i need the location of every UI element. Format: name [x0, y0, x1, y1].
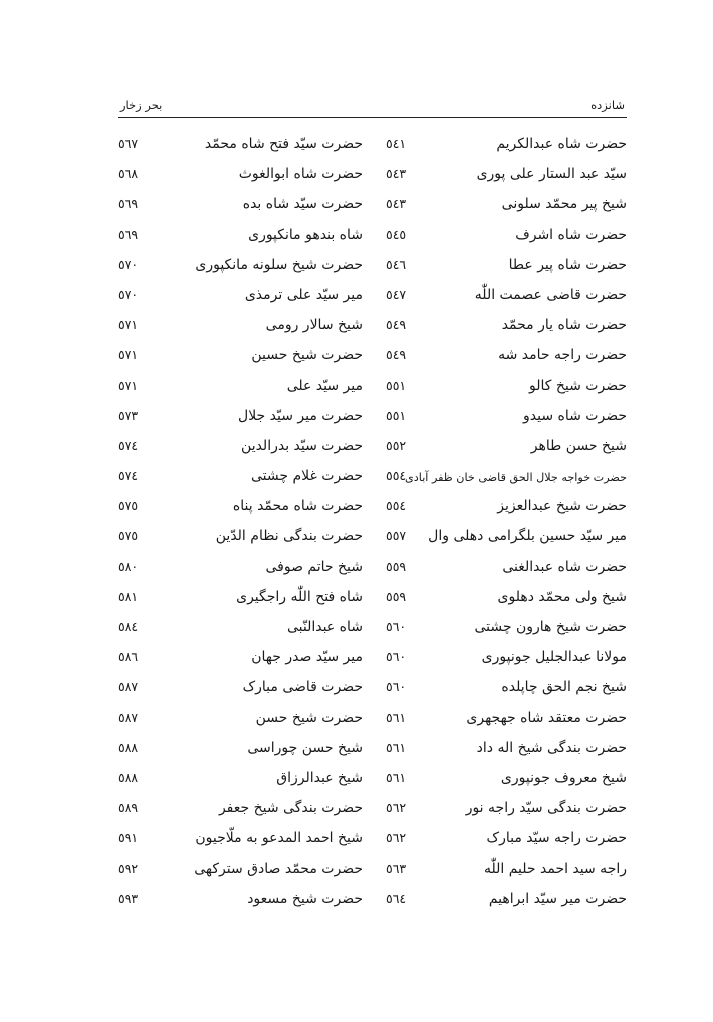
entry-name-left-column: میر سیّد صدر جهان — [251, 649, 363, 666]
entry-name-left-column: حضرت سیّد شاه بده — [242, 196, 363, 213]
entry-page-left-column: ٥٧٠ — [118, 256, 139, 272]
entry-page-left-column: ٥٩٣ — [118, 890, 139, 906]
entry-page-left-column: ٥٨٠ — [118, 558, 139, 574]
entry-page-left-column: ٥٨٧ — [118, 679, 139, 695]
toc-row — [118, 493, 627, 523]
entry-page-left-column: ٥٨٩ — [118, 800, 139, 816]
entry-name-left-column: حضرت غلام چشتی — [251, 468, 363, 485]
toc-row — [118, 795, 627, 825]
entry-page-right-column: ٥٤٩ — [386, 317, 407, 333]
entry-page-right-column: ٥٥٩ — [386, 558, 407, 574]
entry-name-left-column: حضرت شیخ حسن — [255, 709, 363, 726]
entry-page-right-column: ٥٥١ — [386, 377, 407, 393]
entry-page-left-column: ٥٦٧ — [118, 136, 139, 151]
entry-name-left-column: حضرت شیخ حسین — [251, 347, 363, 364]
entry-page-right-column: ٥٥٤ — [386, 468, 407, 484]
entry-page-left-column: ٥٦٨ — [118, 166, 139, 182]
entry-page-right-column: ٥٤٣ — [386, 166, 407, 182]
toc-row — [118, 735, 627, 765]
entry-name-left-column: حضرت شیخ سلونه مانکپوری — [195, 256, 363, 273]
toc-row — [118, 584, 627, 614]
entry-name-right-column: شیخ پیر محمّد سلونی — [501, 196, 627, 213]
entry-page-right-column: ٥٥٢ — [386, 437, 407, 453]
toc-row — [118, 644, 627, 674]
entry-page-left-column: ٥٨١ — [118, 588, 139, 604]
entry-page-left-column: ٥٩٢ — [118, 860, 139, 876]
entry-page-left-column: ٥٦٩ — [118, 196, 139, 212]
entry-name-right-column: راجه سید احمد حلیم اللّٰه — [483, 860, 627, 877]
entry-name-left-column: شیخ احمد المدعو به ملّاجیون — [195, 830, 363, 847]
toc-row — [118, 252, 627, 282]
entry-page-right-column: ٥٦٤ — [386, 890, 407, 906]
toc-row — [118, 856, 627, 886]
entry-name-right-column: شیخ ولی محمّد دهلوی — [497, 588, 627, 605]
toc-row — [118, 222, 627, 252]
toc-row — [118, 131, 627, 161]
toc-row — [118, 463, 627, 493]
entry-page-right-column: ٥٤٣ — [386, 196, 407, 212]
entry-name-right-column: حضرت بندگی سیّد راجه نور — [465, 800, 627, 817]
entry-page-right-column: ٥٦١ — [386, 739, 407, 755]
toc-row — [118, 403, 627, 433]
entry-page-right-column: ٥٦٣ — [386, 860, 407, 876]
entry-page-right-column: ٥٦٠ — [386, 619, 407, 634]
entry-name-right-column: شیخ نجم الحق چاپلده — [501, 679, 627, 696]
entry-page-left-column: ٥٧١ — [118, 317, 139, 333]
entry-page-right-column: ٥٥٧ — [386, 528, 407, 544]
entry-page-right-column: ٥٦٢ — [386, 830, 407, 846]
entry-name-left-column: شاه بندهو مانکپوری — [248, 226, 363, 243]
entry-page-left-column: ٥٧٣ — [118, 407, 139, 423]
entry-page-left-column: ٥٨٤ — [118, 619, 139, 634]
toc-row — [118, 373, 627, 403]
entry-page-left-column: ٥٧٤ — [118, 468, 139, 484]
entry-page-right-column: ٥٤٥ — [386, 226, 407, 242]
entry-page-left-column: ٥٦٩ — [118, 226, 139, 242]
entry-page-right-column: ٥٦١ — [386, 709, 407, 725]
entry-page-left-column: ٥٨٦ — [118, 649, 139, 665]
entry-name-left-column: شیخ سالار رومی — [265, 317, 363, 334]
toc-row — [118, 614, 627, 644]
entry-name-left-column: شاه فتح اللّٰه راجگیری — [236, 588, 363, 605]
entry-page-right-column: ٥٥٩ — [386, 588, 407, 604]
toc-row — [118, 554, 627, 584]
entry-name-left-column: حضرت سیّد فتح شاه محمّد — [204, 136, 363, 152]
entry-name-right-column: مولانا عبدالجلیل جونپوری — [481, 649, 627, 666]
toc-row — [118, 191, 627, 221]
entry-name-right-column: حضرت شیخ کالو — [528, 377, 627, 394]
toc-row — [118, 282, 627, 312]
entry-page-left-column: ٥٧٥ — [118, 528, 139, 544]
entry-name-right-column: حضرت شاه اشرف — [515, 226, 627, 243]
running-header — [118, 97, 627, 118]
entry-name-right-column: حضرت راجه سیّد مبارک — [486, 830, 627, 847]
toc-row — [118, 433, 627, 463]
toc-row — [118, 312, 627, 342]
page-number-heading: شانزده — [591, 98, 625, 112]
entry-page-left-column: ٥٧٥ — [118, 498, 139, 514]
entry-name-left-column: شیخ حاتم صوفی — [265, 558, 363, 575]
entry-name-right-column: سیّد عبد الستار علی پوری — [476, 166, 627, 183]
entry-name-right-column: حضرت شاه سیدو — [523, 407, 627, 424]
entry-page-left-column: ٥٨٨ — [118, 769, 139, 785]
entry-page-right-column: ٥٤٧ — [386, 286, 407, 302]
entry-name-right-column: شیخ حسن طاهر — [530, 437, 627, 454]
table-of-contents — [118, 131, 627, 916]
entry-name-left-column: حضرت محمّد صادق سترکهی — [194, 860, 363, 877]
toc-row — [118, 886, 627, 916]
entry-page-left-column: ٥٧١ — [118, 377, 139, 393]
entry-name-left-column: حضرت بندگی شیخ جعفر — [218, 800, 363, 817]
entry-page-right-column: ٥٥١ — [386, 407, 407, 423]
entry-page-right-column: ٥٦٠ — [386, 679, 407, 695]
entry-page-left-column: ٥٧٠ — [118, 286, 139, 302]
entry-page-right-column: ٥٦١ — [386, 769, 407, 785]
entry-page-left-column: ٥٩١ — [118, 830, 139, 846]
entry-name-right-column: حضرت شاه عبدالکریم — [496, 136, 627, 152]
entry-name-right-column: حضرت شاه عبدالغنی — [502, 558, 627, 575]
toc-row — [118, 705, 627, 735]
entry-page-right-column: ٥٦٠ — [386, 649, 407, 665]
entry-name-right-column: حضرت میر سیّد ابراهیم — [488, 890, 627, 907]
entry-name-left-column: شاه عبدالنّبی — [287, 619, 363, 635]
toc-row — [118, 342, 627, 372]
book-title: بحر زخار — [120, 98, 163, 112]
entry-page-left-column: ٥٨٧ — [118, 709, 139, 725]
entry-page-right-column: ٥٦٢ — [386, 800, 407, 816]
entry-name-left-column: حضرت شاه ابوالغوث — [238, 166, 363, 183]
entry-page-right-column: ٥٤٦ — [386, 256, 407, 272]
entry-page-left-column: ٥٨٨ — [118, 739, 139, 755]
entry-name-left-column: شیخ عبدالرزاق — [276, 769, 363, 786]
entry-name-right-column: حضرت بندگی شیخ اله داد — [476, 739, 627, 756]
entry-name-left-column: حضرت شاه محمّد پناه — [232, 498, 363, 515]
entry-name-right-column: حضرت راجه حامد شه — [498, 347, 627, 364]
entry-name-right-column: شیخ معروف جونپوری — [500, 769, 627, 786]
entry-name-left-column: میر سیّد علی — [286, 377, 363, 394]
entry-page-right-column: ٥٤٩ — [386, 347, 407, 363]
entry-name-right-column: حضرت معتقد شاه جهجهری — [466, 709, 627, 726]
entry-page-left-column: ٥٧١ — [118, 347, 139, 363]
entry-name-right-column: حضرت قاضی عصمت اللّٰه — [474, 286, 627, 303]
entry-name-left-column: شیخ حسن چوراسی — [247, 739, 363, 756]
toc-row — [118, 674, 627, 704]
entry-name-right-column: میر سیّد حسین بلگرامی دهلی وال — [428, 528, 627, 545]
entry-name-right-column: حضرت شاه پیر عطا — [508, 256, 627, 273]
entry-name-left-column: حضرت بندگی نظام الدّین — [215, 528, 363, 545]
entry-name-left-column: حضرت سیّد بدرالدین — [241, 437, 363, 454]
entry-page-right-column: ٥٤١ — [386, 136, 407, 151]
entry-name-right-column: حضرت شیخ هارون چشتی — [474, 619, 627, 635]
entry-name-right-column: حضرت شاه یار محمّد — [501, 317, 627, 334]
entry-name-left-column: حضرت قاضی مبارک — [242, 679, 363, 696]
entry-name-left-column: حضرت شیخ مسعود — [247, 890, 363, 907]
entry-page-left-column: ٥٧٤ — [118, 437, 139, 453]
entry-name-right-column: حضرت خواجه جلال الحق قاضی خان ظفر آبادی — [405, 471, 627, 485]
toc-row — [118, 161, 627, 191]
entry-name-left-column: میر سیّد علی ترمذی — [244, 286, 363, 303]
entry-name-right-column: حضرت شیخ عبدالعزیز — [497, 498, 627, 515]
toc-row — [118, 523, 627, 553]
toc-row — [118, 765, 627, 795]
entry-name-left-column: حضرت میر سیّد جلال — [238, 407, 363, 424]
toc-row — [118, 825, 627, 855]
entry-page-right-column: ٥٥٤ — [386, 498, 407, 514]
